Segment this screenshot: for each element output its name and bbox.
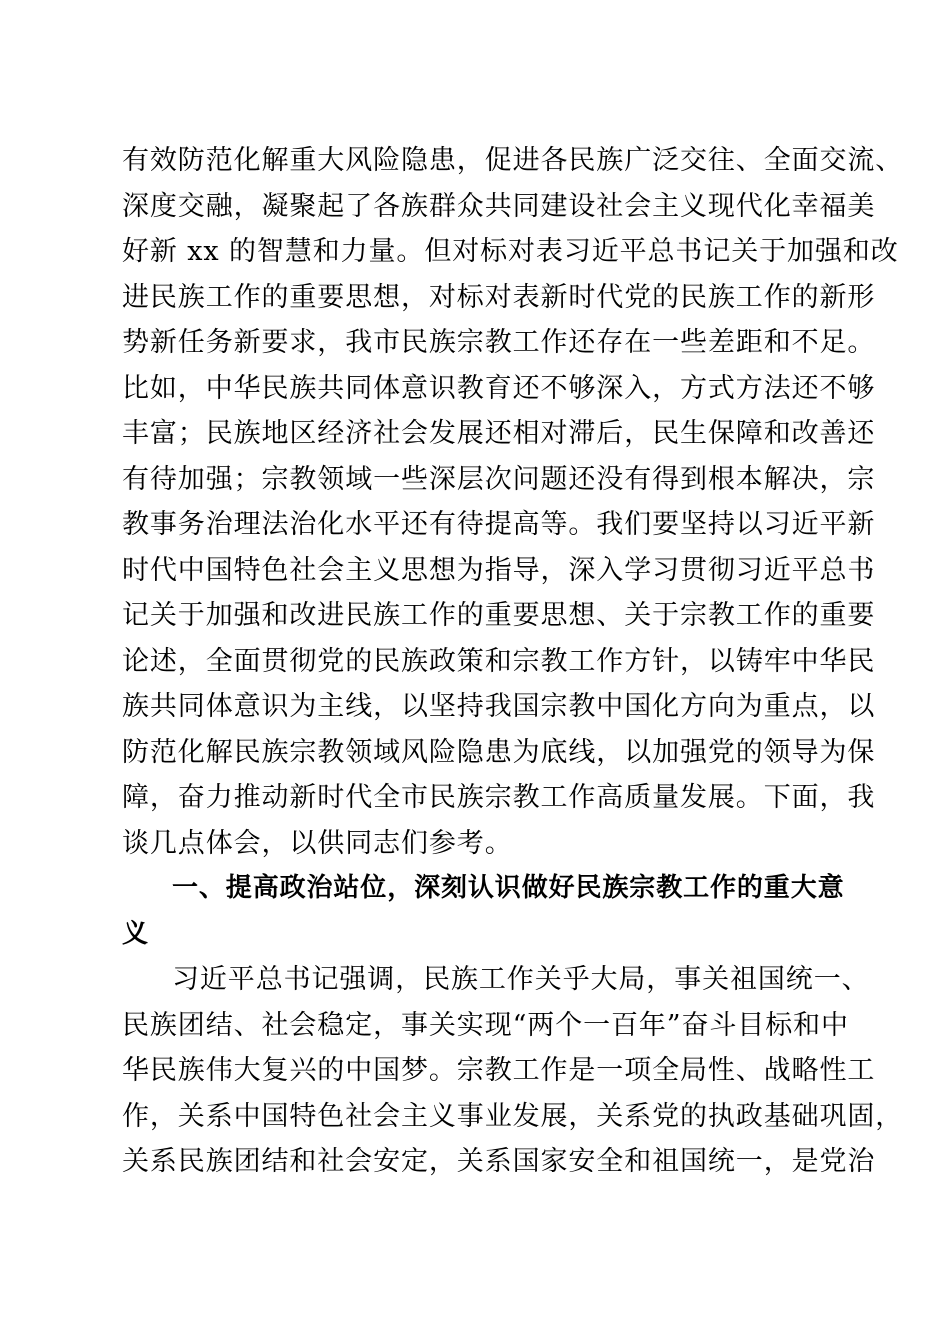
section-heading — [122, 866, 845, 957]
text-line: 习近平总书记强调，民族工作关乎大局，事关祖国统一、 — [172, 964, 870, 995]
text-line: 有效防范化解重大风险隐患，促进各民族广泛交往、全面交流、 — [122, 145, 904, 176]
heading-line: 一、提高政治站位，深刻认识做好民族宗教工作的重大意 — [172, 873, 845, 903]
text-line: 深度交融，凝聚起了各族群众共同建设社会主义现代化幸福美 — [122, 190, 876, 222]
text-line: 好新 xx 的智慧和力量。但对标对表习近平总书记关于加强和改 — [122, 236, 899, 267]
text-line: 防范化解民族宗教领域风险隐患为底线，以加强党的领导为保 — [122, 736, 876, 768]
text-line: 教事务治理法治化水平还有待提高等。我们要坚持以习近平新 — [122, 509, 876, 540]
body-paragraph — [122, 957, 904, 1185]
text-line: 民族团结、社会稳定，事关实现“两个一百年”奋斗目标和中 — [122, 1009, 849, 1041]
text-line: 进民族工作的重要思想，对标对表新时代党的民族工作的新形 — [122, 281, 876, 313]
heading-line: 义 — [122, 918, 149, 949]
text-line: 族共同体意识为主线，以坚持我国宗教中国化方向为重点，以 — [122, 691, 876, 722]
intro-paragraph — [122, 138, 904, 866]
text-line: 障，奋力推动新时代全市民族宗教工作高质量发展。下面，我 — [122, 782, 876, 813]
text-line: 时代中国特色社会主义思想为指导，深入学习贯彻习近平总书 — [122, 554, 876, 586]
text-line: 比如，中华民族共同体意识教育还不够深入，方式方法还不够 — [122, 372, 876, 404]
text-line: 关系民族团结和社会安定，关系国家安全和祖国统一，是党治 — [122, 1146, 876, 1177]
text-line: 记关于加强和改进民族工作的重要思想、关于宗教工作的重要 — [122, 600, 876, 631]
text-line: 势新任务新要求，我市民族宗教工作还存在一些差距和不足。 — [122, 327, 876, 358]
text-line: 丰富；民族地区经济社会发展还相对滞后，民生保障和改善还 — [122, 418, 876, 449]
text-line: 有待加强；宗教领域一些深层次问题还没有得到根本解决，宗 — [122, 463, 876, 495]
text-line: 论述，全面贯彻党的民族政策和宗教工作方针，以铸牢中华民 — [122, 645, 876, 677]
text-line: 华民族伟大复兴的中国梦。宗教工作是一项全局性、战略性工 — [122, 1055, 876, 1086]
document-body — [122, 138, 904, 1185]
text-line: 谈几点体会，以供同志们参考。 — [122, 827, 513, 859]
text-line: 作，关系中国特色社会主义事业发展，关系党的执政基础巩固， — [122, 1100, 904, 1132]
